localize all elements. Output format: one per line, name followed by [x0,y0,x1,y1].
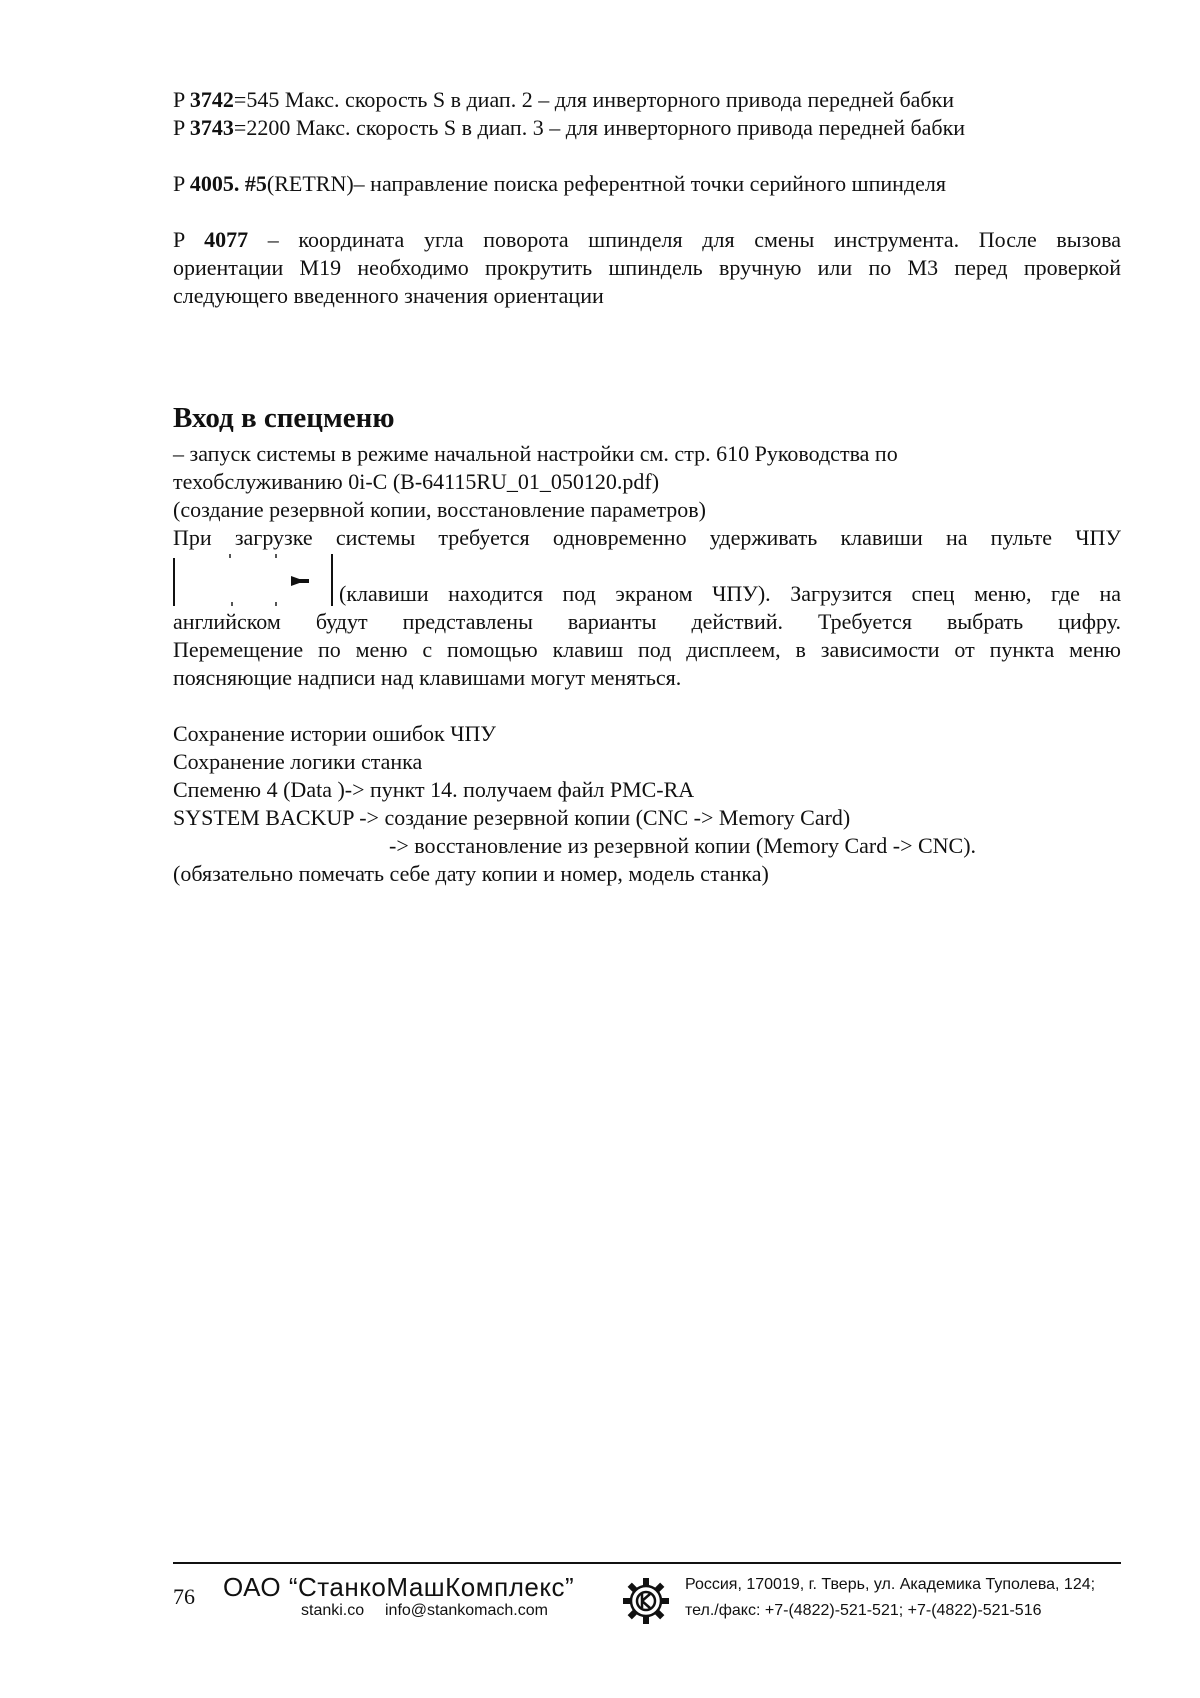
page-number: 76 [173,1584,195,1609]
backup-line-2: Сохранение логики станка [173,749,423,774]
page-content [173,86,1121,888]
special-menu-line-7: Перемещение по меню с помощью клавиш под дисплеем, в зависимости от пункта меню [173,637,1121,662]
param-4005-line [173,170,1121,198]
gear-logo-icon [621,1576,671,1626]
param-description: – координата угла поворота шпинделя для смены инструмента. После вызова [248,227,1121,252]
special-menu-line-8: поясняющие надписи над клавишами могут меняться. [173,665,682,690]
param-number: 3742 [189,87,234,112]
param-4077-line-3: следующего введенного значения ориентации [173,283,604,308]
param-number: 3743 [189,115,234,140]
backup-line-6: (обязательно помечать себе дату копии и номер, модель станка) [173,861,769,886]
special-menu-line-3: (создание резервной копии, восстановление параметров) [173,497,706,522]
backup-line-1: Сохранение истории ошибок ЧПУ [173,721,497,746]
page-footer [173,1562,1121,1632]
company-website: stanki.co [301,1602,365,1619]
param-3742-line [173,86,1121,114]
backup-line-3: Спеменю 4 (Data )-> пункт 14. получаем файл PMC-RA [173,777,695,802]
param-description: =545 Макс. скорость S в диап. 2 – для инверторного привода передней бабки [233,87,955,112]
special-menu-line-4: При загрузке системы требуется одновременно удерживать клавиши на пульте ЧПУ [173,525,1121,550]
special-menu-line-5: (клавиши находится под экраном ЧПУ). Загрузится спец меню, где на [339,581,1121,606]
param-prefix: P [173,87,190,112]
param-description: =2200 Макс. скорость S в диап. 3 – для инверторного привода передней бабки [233,115,966,140]
param-4077-line-1 [173,226,1121,254]
param-description: (RETRN)– направление поиска референтной точки серийного шпинделя [266,171,946,196]
key-image [173,554,333,608]
special-menu-line-2: техобслуживанию 0i-C (B-64115RU_01_050120.pdf) [173,469,660,494]
param-4077-line-2: ориентации М19 необходимо прокрутить шпиндель вручную или по М3 перед проверкой [173,255,1121,280]
param-number: 4005. #5 [189,171,267,196]
backup-line-4: SYSTEM BACKUP -> создание резервной копии (CNC -> Memory Card) [173,805,851,830]
backup-line-5: -> восстановление из резервной копии (Memory Card -> CNC). [389,833,977,858]
section-heading: Вход в спецменю [173,402,395,434]
param-number: 4077 [204,227,249,252]
special-menu-line-1: – запуск системы в режиме начальной настройки см. стр. 610 Руководства по [173,441,898,466]
param-prefix: P [173,115,190,140]
company-name: ОАО “СтанкоМашКомплекс” [223,1572,575,1602]
company-address: Россия, 170019, г. Тверь, ул. Академика Туполева, 124; [685,1576,1096,1593]
key-combination-row [173,552,1121,608]
special-menu-line-6: английском будут представлены варианты действий. Требуется выбрать цифру. [173,609,1121,634]
param-3743-line [173,114,1121,142]
param-prefix: P [173,227,205,252]
company-email: info@stankomach.com [385,1602,548,1619]
company-phone: тел./факс: +7-(4822)-521-521; +7-(4822)-521-516 [685,1602,1042,1619]
footer-divider [173,1562,1121,1564]
arrow-right-icon [291,574,311,588]
param-prefix: P [173,171,190,196]
